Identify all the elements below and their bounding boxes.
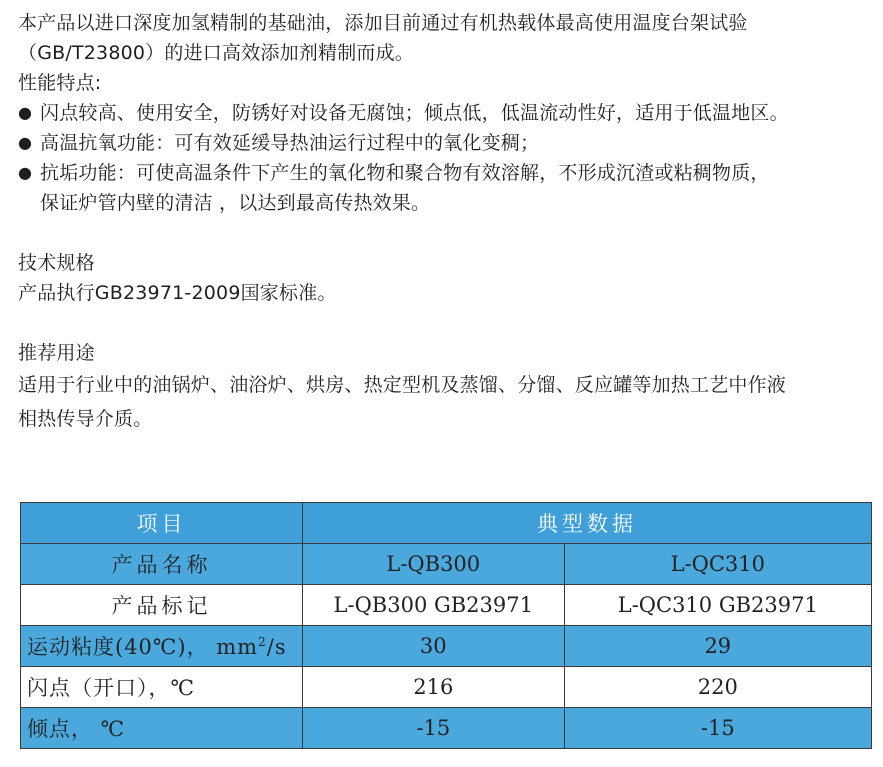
feature-item — [18, 158, 878, 188]
table-row — [21, 708, 872, 749]
row-label-unit-tail: /s — [266, 635, 287, 659]
table-row — [21, 667, 872, 708]
cell-qc310: 220 — [564, 667, 871, 708]
cell-qc310: L-QC310 GB23971 — [564, 585, 871, 626]
typical-data-table — [20, 502, 872, 749]
feature-item-text: 抗垢功能：可使高温条件下产生的氧化物和聚合物有效溶解，不形成沉渣或粘稠物质， — [40, 162, 770, 184]
bullet-icon: ● — [18, 103, 33, 122]
table-row — [21, 544, 872, 585]
usage-line-2: 相热传导介质。 — [18, 408, 153, 430]
header-item: 项目 — [21, 503, 303, 544]
specs-text: 产品执行GB23971-2009国家标准。 — [18, 282, 337, 304]
table-row — [21, 585, 872, 626]
cell-qb300: L-QB300 GB23971 — [302, 585, 564, 626]
row-label: 倾点， ℃ — [21, 708, 303, 749]
row-label-superscript: 2 — [258, 635, 267, 649]
row-label: 闪点（开口），℃ — [21, 667, 303, 708]
product-description — [18, 8, 878, 436]
feature-item-text: 闪点较高、使用安全，防锈好对设备无腐蚀；倾点低，低温流动性好，适用于低温地区。 — [40, 102, 789, 124]
cell-qb300: 216 — [302, 667, 564, 708]
row-label — [21, 626, 303, 667]
feature-item — [18, 128, 878, 158]
row-label: 产品标记 — [21, 585, 303, 626]
feature-item-continuation: 保证炉管内壁的清洁 ，以达到最高传热效果。 — [40, 192, 431, 214]
features-heading: 性能特点: — [18, 72, 102, 94]
cell-qb300: L-QB300 — [302, 544, 564, 585]
feature-item — [18, 98, 878, 128]
cell-qc310: 29 — [564, 626, 871, 667]
feature-item-text: 高温抗氧功能：可有效延缓导热油运行过程中的氧化变稠； — [40, 132, 540, 154]
usage-line-1: 适用于行业中的油锅炉、油浴炉、烘房、热定型机及蒸馏、分馏、反应罐等加热工艺中作液 — [18, 374, 787, 396]
row-label: 产品名称 — [21, 544, 303, 585]
usage-heading: 推荐用途 — [18, 342, 95, 364]
cell-qb300: 30 — [302, 626, 564, 667]
cell-qb300: -15 — [302, 708, 564, 749]
table-header-row — [21, 503, 872, 544]
row-label-text: 运动粘度(40℃)， mm — [27, 635, 259, 659]
header-typical-data: 典型数据 — [302, 503, 871, 544]
bullet-icon: ● — [18, 163, 33, 182]
specs-heading: 技术规格 — [18, 252, 95, 274]
table-row — [21, 626, 872, 667]
cell-qc310: L-QC310 — [564, 544, 871, 585]
intro-line-1: 本产品以进口深度加氢精制的基础油，添加目前通过有机热载体最高使用温度台架试验 — [18, 12, 748, 34]
cell-qc310: -15 — [564, 708, 871, 749]
intro-line-2: （GB/T23800）的进口高效添加剂精制而成。 — [18, 42, 415, 64]
bullet-icon: ● — [18, 133, 33, 152]
